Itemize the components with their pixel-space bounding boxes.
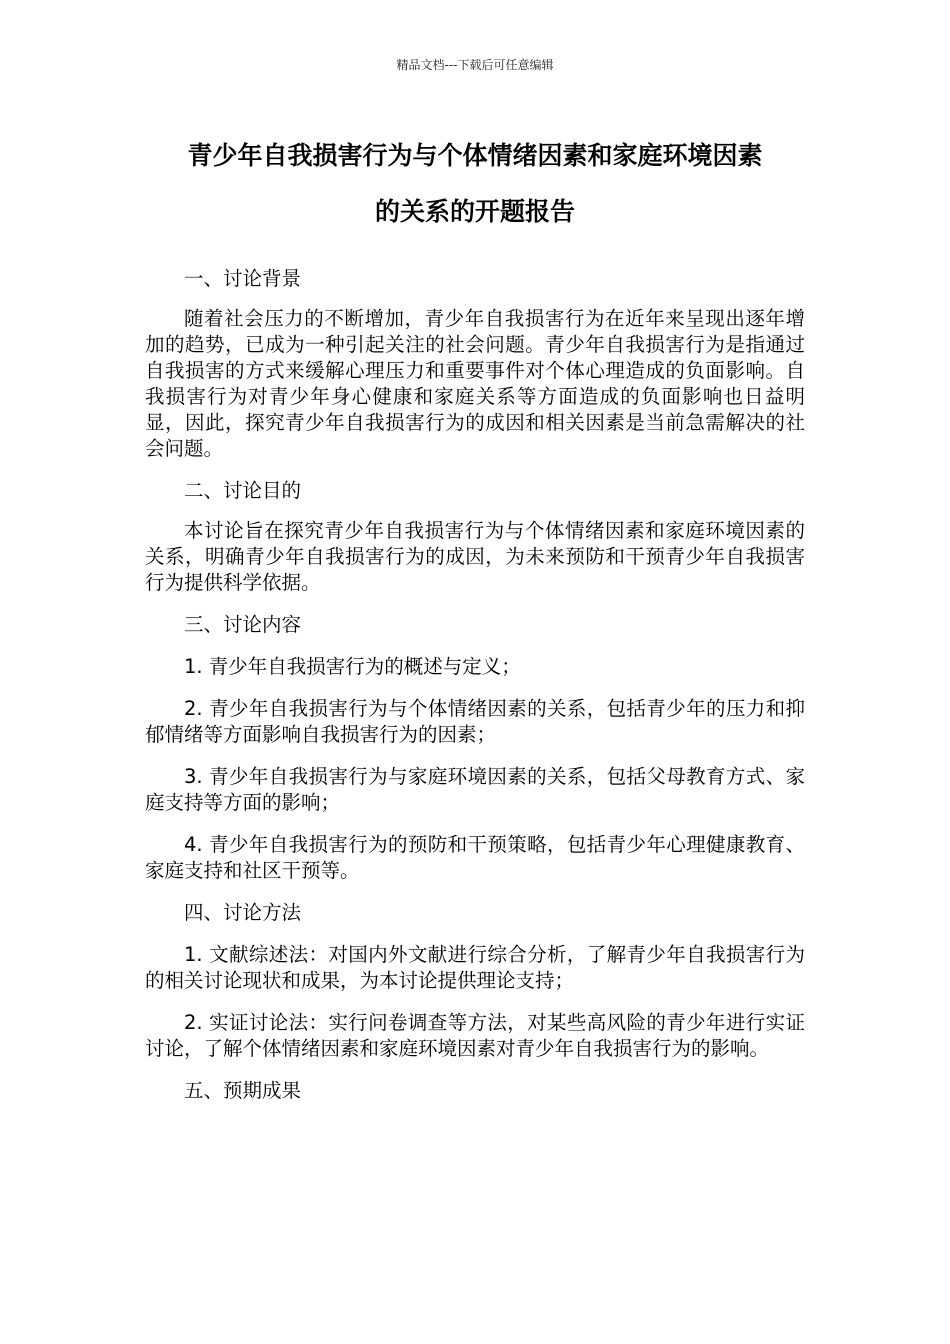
section-heading-content: 三、讨论内容 (184, 613, 302, 636)
content-item-3: 3. 青少年自我损害行为与家庭环境因素的关系，包括父母教育方式、家庭支持等方面的影响； (145, 765, 805, 814)
content-item-1: 1. 青少年自我损害行为的概述与定义； (184, 655, 521, 678)
section-heading-methods: 四、讨论方法 (184, 901, 302, 924)
page-header-note: 精品文档---下载后可任意编辑 (396, 58, 554, 72)
purpose-paragraph: 本讨论旨在探究青少年自我损害行为与个体情绪因素和家庭环境因素的关系，明确青少年自我损害行为的成因，为未来预防和干预青少年自我损害行为提供科学依据。 (145, 519, 805, 594)
document-title (140, 128, 810, 240)
section-heading-background: 一、讨论背景 (184, 267, 302, 290)
methods-item-1: 1. 文献综述法：对国内外文献进行综合分析，了解青少年自我损害行为的相关讨论现状和成果，为本讨论提供理论支持； (145, 943, 805, 992)
section-heading-expected-results: 五、预期成果 (184, 1079, 302, 1102)
content-item-2: 2. 青少年自我损害行为与个体情绪因素的关系，包括青少年的压力和抑郁情绪等方面影响自我损害行为的因素； (145, 697, 805, 746)
background-paragraph: 随着社会压力的不断增加，青少年自我损害行为在近年来呈现出逐年增加的趋势，已成为一种引起关注的社会问题。青少年自我损害行为是指通过自我损害的方式来缓解心理压力和重要事件对个体心理造成的负面影响。自我损害行为对青少年身心健康和家庭关系等方面造成的负面影响也日益明显，因此，探究青少年自我损害行为的成因和相关因素是当前急需解决的社会问题。 (145, 307, 805, 460)
title-line-2: 的关系的开题报告 (374, 197, 575, 226)
content-item-4: 4. 青少年自我损害行为的预防和干预策略，包括青少年心理健康教育、家庭支持和社区干预等。 (145, 833, 805, 882)
section-heading-purpose: 二、讨论目的 (184, 479, 302, 502)
title-line-1: 青少年自我损害行为与个体情绪因素和家庭环境因素 (187, 141, 763, 170)
methods-item-2: 2. 实证讨论法：实行问卷调查等方法，对某些高风险的青少年进行实证讨论，了解个体情绪因素和家庭环境因素对青少年自我损害行为的影响。 (145, 1011, 805, 1060)
document-body (145, 266, 805, 1104)
